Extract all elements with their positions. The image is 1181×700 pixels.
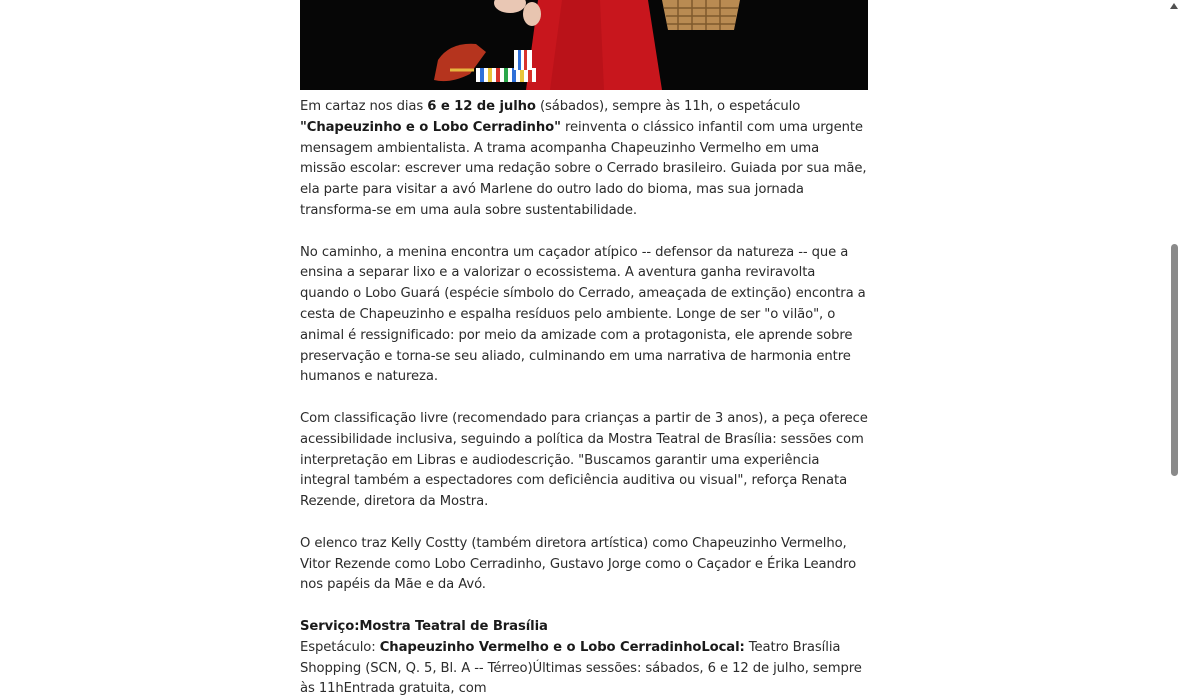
scroll-up-arrow-icon[interactable] [1170, 3, 1178, 9]
hero-image [300, 0, 868, 90]
service-details-text: Teatro Brasília Shopping (SCN, Q. 5, Bl. A -- Térreo)Últimas sessões: sábados, 6 e 12 de julho, sempre às 11hEntrada gratuita, com [300, 639, 862, 697]
scrollbar-thumb[interactable] [1171, 244, 1178, 476]
paragraph-plot: No caminho, a menina encontra um caçador atípico -- defensor da natureza -- que a ensina a separar lixo e a valorizar o ecossistema. A aventura ganha reviravolta quando o Lobo Guará (espécie símbolo do Cerrado, ameaçada de extinção) encontra a cesta de Chapeuzinho e espalha resíduos pelo ambiente. Longe de ser "o vilão", o animal é ressignificado: por meio da amizade com a protagonista, ele aprende sobre preservação e torna-se seu aliado, culminando em uma narrativa de harmonia entre humanos e natureza. [300, 244, 866, 385]
service-details [300, 638, 868, 700]
intro-text-1: Em cartaz nos dias [300, 99, 428, 114]
intro-text-2: (sábados), sempre às 11h, o espetáculo [535, 99, 801, 114]
service-label: Espetáculo: [300, 639, 380, 655]
service-show-and-local: Chapeuzinho Vermelho e o Lobo CerradinhoLocal: [379, 639, 745, 655]
intro-text-3: reinventa o clássico infantil com uma urgente mensagem ambientalista. A trama acompanha Chapeuzinho Vermelho em uma missão escolar: escrever uma redação sobre o Cerrado brasileiro. Guiada por sua mãe, ela parte para visitar a avó Marlene do outro lado do bioma, mas sua jornada transforma-se em uma aula sobre sustentabilidade. [300, 119, 867, 218]
paragraph-accessibility: Com classificação livre (recomendado para crianças a partir de 3 anos), a peça oferece acessibilidade inclusiva, seguindo a política da Mostra Teatral de Brasília: sessões com interpretação em Libras e audiodescrição. "Buscamos garantir uma experiência integral também a espectadores com deficiência auditiva ou visual", reforça Renata Rezende, diretora da Mostra. [300, 410, 868, 510]
service-heading-text: Serviço:Mostra Teatral de Brasília [300, 618, 548, 634]
paragraph-cast: O elenco traz Kelly Costty (também diretora artística) como Chapeuzinho Vermelho, Vitor Rezende como Lobo Cerradinho, Gustavo Jorge como o Caçador e Érika Leandro nos papéis da Mãe e da Avó. [300, 535, 857, 593]
intro-dates: 6 e 12 de julho [427, 99, 536, 114]
vertical-scrollbar[interactable] [1168, 0, 1181, 640]
play-photo [300, 0, 868, 90]
article-body [300, 97, 868, 700]
service-heading [300, 617, 868, 638]
paragraph-intro [300, 97, 868, 222]
intro-play-title: "Chapeuzinho e o Lobo Cerradinho" [300, 119, 561, 135]
